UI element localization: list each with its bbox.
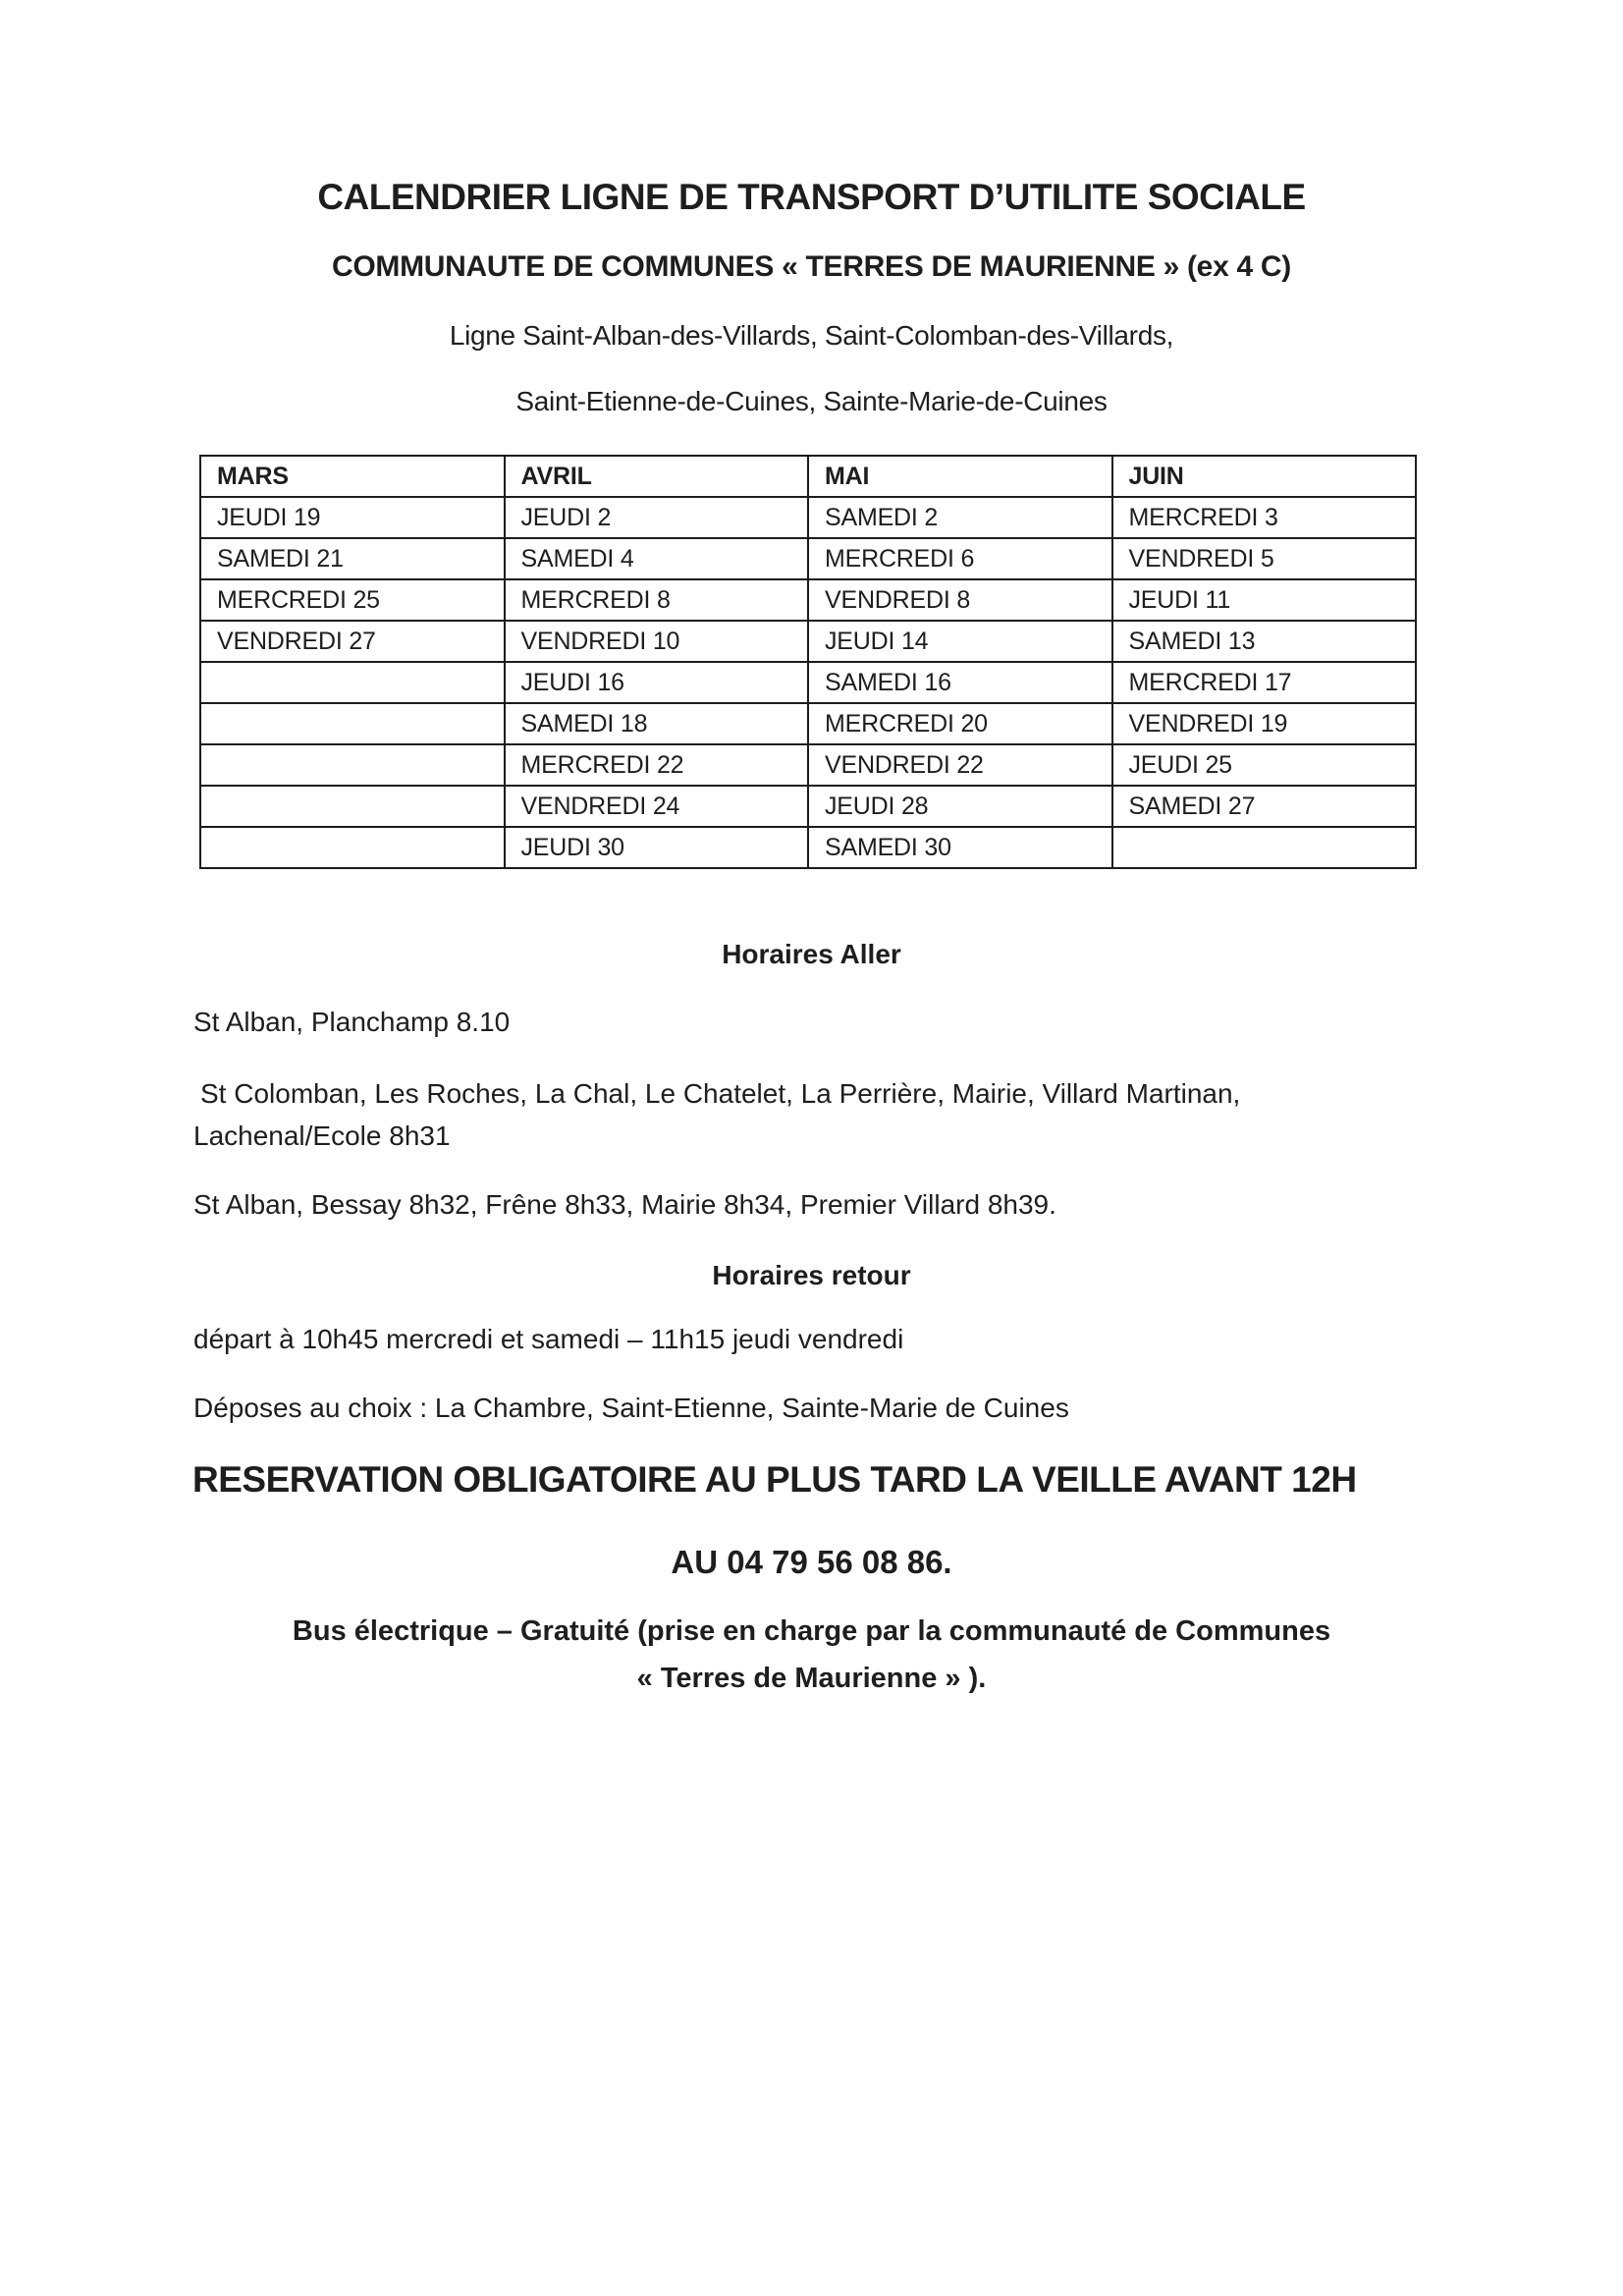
- calendar-cell: VENDREDI 10: [505, 621, 809, 662]
- calendar-cell: VENDREDI 24: [505, 786, 809, 827]
- calendar-header-juin: JUIN: [1112, 456, 1417, 497]
- calendar-cell: SAMEDI 16: [808, 662, 1112, 703]
- calendar-cell: SAMEDI 30: [808, 827, 1112, 868]
- phone-number: AU 04 79 56 08 86.: [671, 1544, 952, 1580]
- calendar-header-avril: AVRIL: [505, 456, 809, 497]
- calendar-cell: JEUDI 14: [808, 621, 1112, 662]
- aller-stop-line-2a: St Colomban, Les Roches, La Chal, Le Chatelet, La Perrière, Mairie, Villard Martinan,: [200, 1078, 1241, 1109]
- table-row: [200, 662, 1416, 703]
- calendar-cell: VENDREDI 22: [808, 744, 1112, 786]
- table-row: [200, 621, 1416, 662]
- calendar-cell: MERCREDI 22: [505, 744, 809, 786]
- table-row: [200, 744, 1416, 786]
- calendar-cell: SAMEDI 18: [505, 703, 809, 744]
- route-line-2: Saint-Etienne-de-Cuines, Sainte-Marie-de-Cuines: [515, 386, 1108, 416]
- calendar-header-mars: MARS: [200, 456, 505, 497]
- page-title: CALENDRIER LIGNE DE TRANSPORT D’UTILITE SOCIALE: [317, 177, 1306, 217]
- table-row: [200, 703, 1416, 744]
- calendar-header-mai: MAI: [808, 456, 1112, 497]
- calendar-cell: MERCREDI 25: [200, 579, 505, 621]
- calendar-cell: MERCREDI 8: [505, 579, 809, 621]
- aller-stop-line-3: St Alban, Bessay 8h32, Frêne 8h33, Mairie 8h34, Premier Villard 8h39.: [193, 1189, 1056, 1220]
- aller-stop-line-1: St Alban, Planchamp 8.10: [193, 1007, 511, 1037]
- calendar-cell: JEUDI 28: [808, 786, 1112, 827]
- calendar-cell: SAMEDI 21: [200, 538, 505, 579]
- table-row: [200, 538, 1416, 579]
- calendar-cell: MERCREDI 17: [1112, 662, 1417, 703]
- retour-dropoff-line: Déposes au choix : La Chambre, Saint-Etienne, Sainte-Marie de Cuines: [193, 1393, 1069, 1423]
- retour-departure-line: départ à 10h45 mercredi et samedi – 11h15 jeudi vendredi: [193, 1324, 904, 1354]
- calendar-cell: VENDREDI 27: [200, 621, 505, 662]
- calendar-cell: [200, 744, 505, 786]
- calendar-cell: [200, 662, 505, 703]
- calendar-cell: JEUDI 25: [1112, 744, 1417, 786]
- calendar-cell: VENDREDI 19: [1112, 703, 1417, 744]
- bus-info-line-2: « Terres de Maurienne » ).: [636, 1663, 987, 1694]
- calendar-cell: SAMEDI 2: [808, 497, 1112, 538]
- calendar-cell: VENDREDI 8: [808, 579, 1112, 621]
- table-row: [200, 497, 1416, 538]
- heading-horaires-aller: Horaires Aller: [722, 939, 901, 969]
- bus-info-line-1: Bus électrique – Gratuité (prise en charge par la communauté de Communes: [292, 1615, 1331, 1647]
- calendar-cell: SAMEDI 4: [505, 538, 809, 579]
- calendar-table-body: [200, 497, 1416, 868]
- calendar-header-row: [200, 456, 1416, 497]
- calendar-cell: [1112, 827, 1417, 868]
- calendar-cell: MERCREDI 6: [808, 538, 1112, 579]
- table-row: [200, 827, 1416, 868]
- aller-stop-line-2b: Lachenal/Ecole 8h31: [193, 1121, 451, 1151]
- calendar-cell: [200, 827, 505, 868]
- calendar-cell: [200, 703, 505, 744]
- calendar-cell: SAMEDI 27: [1112, 786, 1417, 827]
- table-row: [200, 579, 1416, 621]
- reservation-notice: RESERVATION OBLIGATOIRE AU PLUS TARD LA VEILLE AVANT 12H: [192, 1459, 1357, 1500]
- calendar-table-head: [200, 456, 1416, 497]
- calendar-cell: JEUDI 11: [1112, 579, 1417, 621]
- calendar-cell: VENDREDI 5: [1112, 538, 1417, 579]
- calendar-cell: JEUDI 30: [505, 827, 809, 868]
- calendar-cell: JEUDI 16: [505, 662, 809, 703]
- route-line-1: Ligne Saint-Alban-des-Villards, Saint-Colomban-des-Villards,: [449, 320, 1174, 351]
- table-row: [200, 786, 1416, 827]
- calendar-cell: SAMEDI 13: [1112, 621, 1417, 662]
- heading-horaires-retour: Horaires retour: [712, 1260, 911, 1290]
- calendar-cell: JEUDI 19: [200, 497, 505, 538]
- calendar-cell: MERCREDI 20: [808, 703, 1112, 744]
- calendar-cell: MERCREDI 3: [1112, 497, 1417, 538]
- calendar-cell: [200, 786, 505, 827]
- calendar-cell: JEUDI 2: [505, 497, 809, 538]
- calendar-table: [199, 455, 1417, 869]
- page-subtitle: COMMUNAUTE DE COMMUNES « TERRES DE MAURIENNE » (ex 4 C): [332, 250, 1291, 283]
